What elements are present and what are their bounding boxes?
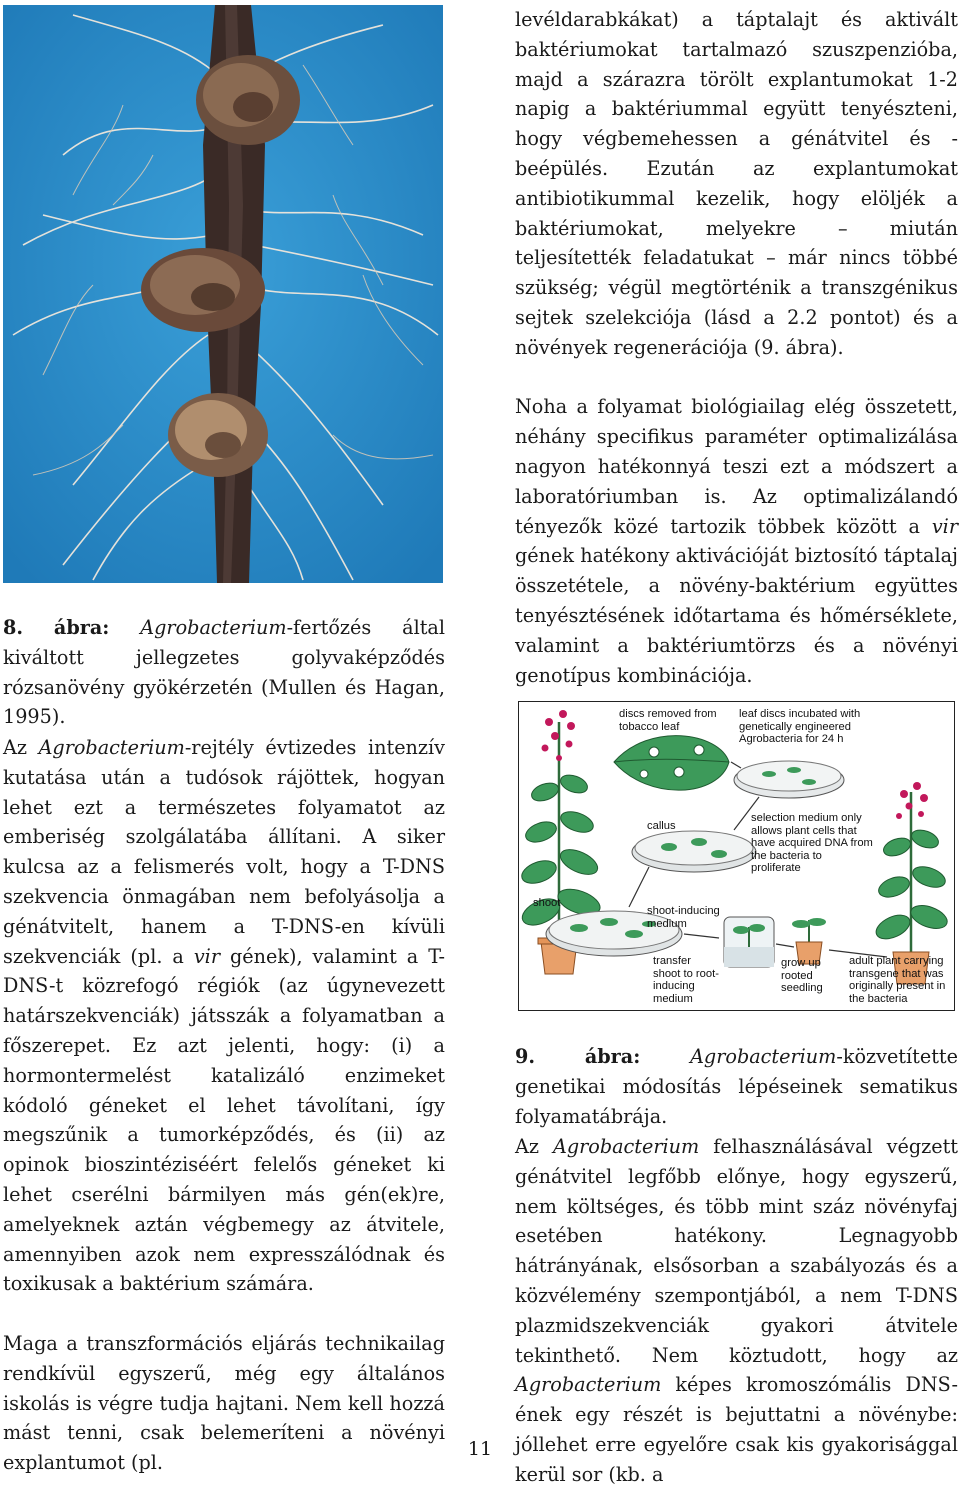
- figure-8-photo: [3, 5, 443, 583]
- label-transfer: transfer shoot to root- inducing medium: [653, 955, 719, 1005]
- right-column-text-bottom: [515, 1132, 958, 1490]
- right-paragraph-3: Az Agrobacterium felhasználásával végzett génátvitel legfőbb előnye, hogy egyszerű, nem költséges, és több mint száz növényfaj esetében hatékony. Legnagyobb hátrányának, elsősorban a szabályozás és a közvélemény szempontjából, a nem T-DNS plazmidszekvenciák gyakori átvitele tekinthető. Nem köztudott, hogy az Agrobacterium képes kromoszómális DNS-ének egy részét is bejuttatni a növénybe: jóllehet erre egyelőre csak kis gyakorisággal kerül sor (kb. a: [515, 1135, 958, 1486]
- tobacco-plant-right: [872, 782, 950, 984]
- label-discs: discs removed from tobacco leaf: [619, 708, 717, 733]
- petri-dish-incubation: [734, 761, 844, 798]
- label-callus: callus: [647, 820, 676, 832]
- label-adult: adult plant carrying transgene that was originally present in the bacteria: [849, 955, 946, 1005]
- figure-9-caption-text: -közvetítette genetikai módosítás lépéseinek sematikus folyamatábrája.: [515, 1045, 958, 1128]
- figure-9-caption-italic: Agrobacterium: [690, 1045, 837, 1068]
- figure-8-caption-italic: Agrobacterium: [140, 616, 287, 639]
- label-selection: selection medium only allows plant cells that have acquired DNA from the bacteria to proliferate: [751, 812, 873, 874]
- left-paragraph-2: Maga a transzformációs eljárás technikailag rendkívül egyszerű, még egy általános iskolás is végre tudja hajtani. Nem kell hozzá mást tenni, csak belemeríteni a növényi explantumot (pl.: [3, 1331, 445, 1475]
- figure-8-caption-text: -fertőzés által kiváltott jellegzetes golyvaképződés rózsanövény gyökérzetén (Mullen és Hagan, 1995).: [3, 616, 445, 729]
- label-shoot-medium: shoot-inducing medium: [647, 905, 720, 930]
- label-shoot: shoot: [533, 897, 561, 909]
- petri-dish-callus: [632, 831, 756, 872]
- right-paragraph-2: Noha a folyamat biológiailag elég összetett, néhány specifikus paraméter optimalizálása nagyon hatékonnyá teszi ezt a módszert a laboratóriumban is. Az optimalizálandó tényezők közé tartozik többek között a vir gének hatékony aktivációját biztosító táptalaj összetétele, a növény-baktérium együttes tenyésztésének időtartama és hőmérséklete, valamint a baktériumtörzs és a növényi genotípus kombinációja.: [515, 395, 958, 687]
- leaf-with-discs: [614, 736, 729, 791]
- left-column-text: [3, 733, 445, 1478]
- root-inducing-jar: [724, 917, 774, 967]
- figure-9-number: 9.: [515, 1045, 536, 1068]
- figure-9-diagram: [518, 701, 955, 1011]
- gall-1: [196, 55, 300, 145]
- figure-8-number: 8.: [3, 616, 24, 639]
- figure-9-label: ábra:: [584, 1045, 641, 1068]
- label-incubated: leaf discs incubated with genetically engineered Agrobacteria for 24 h: [739, 708, 861, 745]
- root-gall-image: [3, 5, 443, 583]
- label-grow: grow up rooted seedling: [781, 957, 823, 994]
- figure-8-caption: [3, 613, 445, 732]
- page-number: 11: [467, 1438, 493, 1460]
- right-column-text-top: [515, 5, 958, 690]
- figure-9-caption: [515, 1042, 958, 1131]
- figure-8-label: ábra:: [53, 616, 110, 639]
- gall-2: [141, 248, 265, 332]
- right-paragraph-1: levéldarabkákat) a táptalajt és aktivált baktériumokat tartalmazó szuszpenzióba, majd a szárazra törölt explantumokat 1-2 napig a baktériummal együtt tenyészteni, hogy végbemehessen a génátvitel és -beépülés. Ezután az explantumokat antibiotikummal kezelik, hogy elöljék a baktériumokat, melyekre – miután teljesítették feladatukat – már nincs többé szükség; végül megtörténik a transzgénikus sejtek szelekciója (lásd a 2.2 pontot) és a növények regenerációja (9. ábra).: [515, 8, 958, 359]
- left-paragraph-1: Az Agrobacterium-rejtély évtizedes intenzív kutatása után a tudósok rájöttek, hogyan lehet ezt a természetes folyamatot az emberiség szolgálatába állítani. A siker kulcsa az a felismerés volt, hogy a T-DNS szekvencia önmagában nem befolyásolja a génátvitelt, hanem a T-DNS-en kívüli szekvenciák (pl. a vir gének), valamint a T-DNS-t közrefogó régiók (az úgynevezett határszekvenciák) játsszák a folyamatban a főszerepet. Ez azt jelenti, hogy: (i) a hormontermelést katalizáló enzimeket kódoló géneket el lehet távolítani, így megszűnik a tumorképződés, és (ii) az opinok bioszintéziséért felelős géneket ki lehet cserélni bármilyen más gén(ek)re, amelyeknek aztán végbemegy az átvitele, amennyiben azok nem expresszálódnak és toxikusak a baktérium számára.: [3, 736, 445, 1296]
- gall-3: [168, 393, 268, 477]
